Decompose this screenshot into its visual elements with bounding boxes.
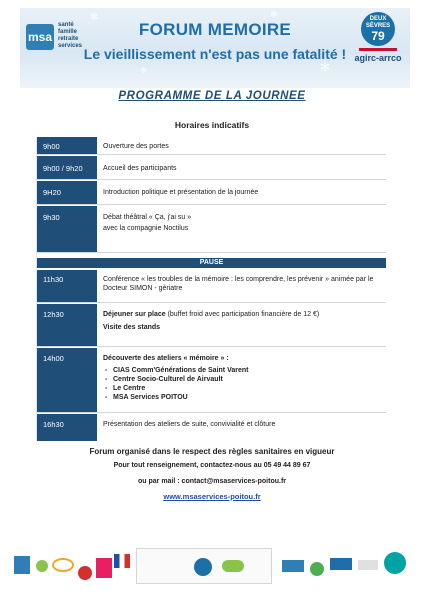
snowflake-icon: ✻ [270,10,278,20]
snowflake-icon: ✻ [320,60,331,74]
partner-logo [330,558,352,570]
schedule-row [37,156,386,180]
row-text: Ouverture des portes [103,143,169,150]
agirc-arrco-label: agirc-arrco [354,53,402,63]
row-text: Accueil des participants [103,165,177,172]
schedule-row [37,270,386,303]
row-time: 9h00 / 9h20 [37,156,97,179]
page-subtitle: Le vieillissement n'est pas une fatalité ! [83,46,347,62]
snowflake-icon: ✻ [90,12,99,23]
partner-logo [114,554,130,568]
list-item: - Centre Socio-Culturel de Airvault [103,375,382,384]
deux-sevres-strip [359,48,397,51]
schedule-table [36,137,385,441]
schedule-row [37,348,386,413]
partner-logo [52,558,74,572]
website-link[interactable]: www.msaservices-poitou.fr [163,492,261,501]
schedule-row [37,137,386,155]
contact-phone: Pour tout renseignement, contactez-nous au 05 49 44 89 67 [113,462,311,469]
row-text: Découverte des ateliers « mémoire » : [103,355,229,362]
row-time: 9h30 [37,206,97,252]
row-text: Déjeuner sur place (buffet froid avec participation financière de 12 €) [103,311,320,318]
partner-logo [14,556,30,574]
schedule-row [37,206,386,253]
partner-logos [14,548,410,584]
schedule-row [37,181,386,205]
msa-tagline: santé famille retraite services [58,22,83,49]
row-time: 14h00 [37,348,97,412]
deux-sevres-logo [352,12,404,72]
row-text: Présentation des ateliers de suite, convivialité et clôture [103,421,276,428]
row-text: Introduction politique et présentation de la journée [103,189,259,196]
pause-banner: PAUSE [37,258,386,268]
partner-logo [310,562,324,576]
partner-logo [78,566,92,580]
sanitary-note: Forum organisé dans le respect des règles sanitaires en vigueur [89,447,335,456]
ateliers-list [103,366,382,402]
list-item: - Le Centre [103,384,382,393]
partner-logo [384,552,406,574]
msa-mark: msa [26,24,54,50]
partner-logo [282,560,304,572]
row-text: Conférence « les troubles de la mémoire : les comprendre, les prévenir » animée par le Docteur SIMON - gériatre [103,276,374,292]
row-time: 12h30 [37,304,97,346]
partner-logo [222,560,244,572]
row-text: Débat théâtral « Ça, j'ai su » [103,214,192,221]
list-item: - MSA Services POITOU [103,393,382,402]
row-content [103,354,382,402]
row-time: 9h00 [37,137,97,154]
list-item: - CIAS Comm'Générations de Saint Varent [103,366,382,375]
page-title: FORUM MEMOIRE [138,20,292,39]
row-time: 9H20 [37,181,97,204]
schedule-row [37,304,386,347]
snowflake-icon: ✻ [140,66,147,75]
partner-logo [358,560,378,570]
programme-title: PROGRAMME DE LA JOURNEE [118,90,306,102]
schedule-row [37,414,386,441]
contact-mail[interactable]: ou par mail : contact@msaservices-poitou.fr [137,478,287,485]
row-time: 11h30 [37,270,97,302]
partner-logo [194,558,212,576]
partner-logo [96,558,112,578]
row-time: 16h30 [37,414,97,441]
row-content [103,310,382,332]
horaires-label: Horaires indicatifs [174,120,250,130]
partner-logo [36,560,48,572]
row-subtext: avec la compagnie Noctilus [103,225,189,232]
row-subtext: Visite des stands [103,324,161,331]
deux-sevres-badge: DEUX SÈVRES 79 [361,12,395,46]
row-content [103,213,382,233]
header-banner [20,8,410,88]
